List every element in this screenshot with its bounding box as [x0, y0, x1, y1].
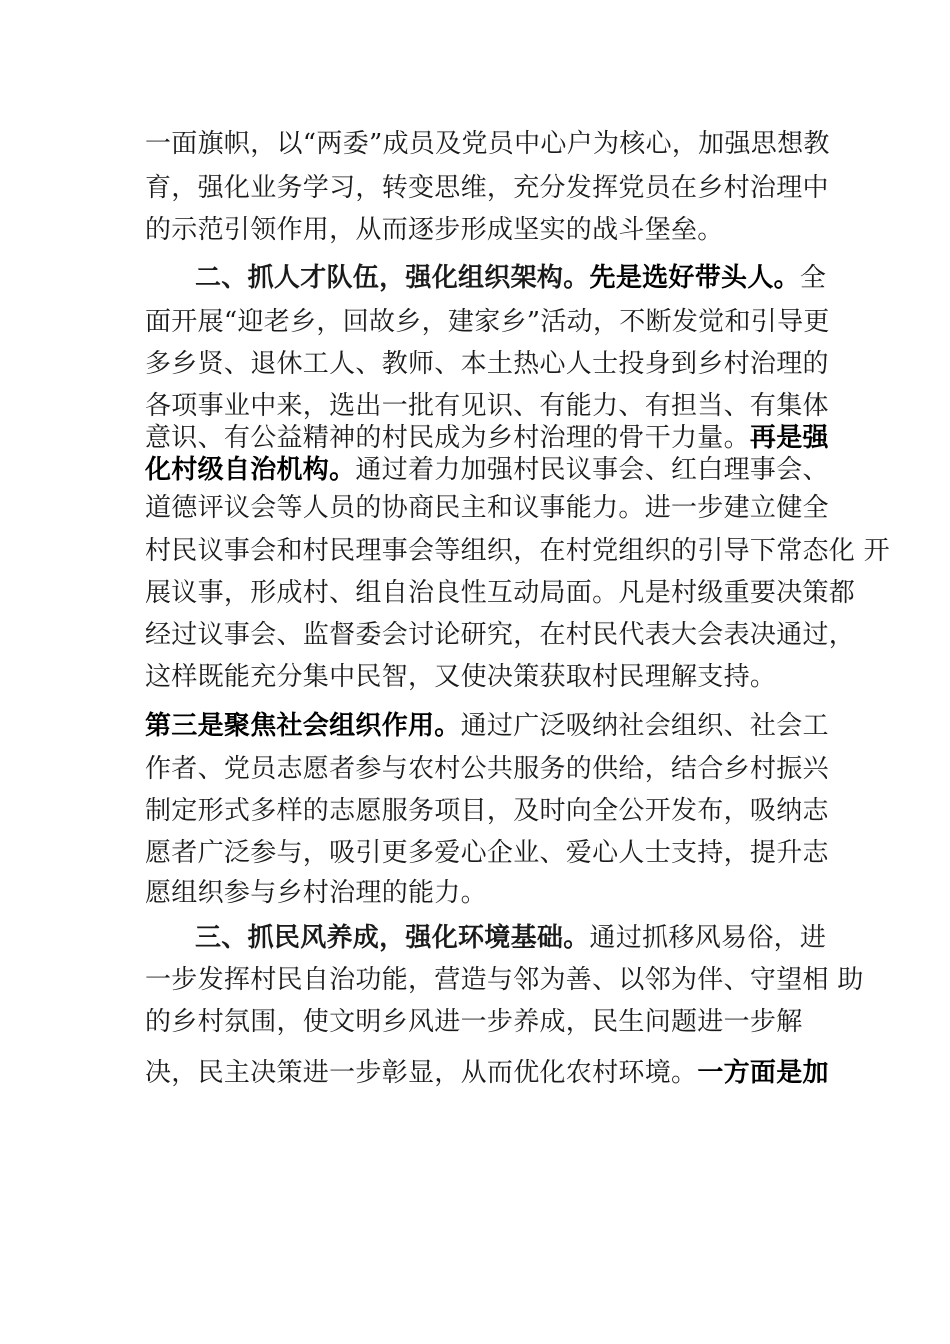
- bold-subheading-part-2: 化村级自治机构。: [145, 455, 356, 485]
- paragraph-2-line-5: [145, 422, 829, 454]
- paragraph-2-line-1-tail: 全: [799, 263, 827, 293]
- paragraph-2-line-8: 村民议事会和村民理事会等组织，在村党组织的引导下常态化 开: [145, 536, 890, 566]
- paragraph-2-line-3: 多乡贤、退休工人、教师、本土热心人士投身到乡村治理的: [145, 349, 829, 379]
- paragraph-3-line-4: 愿者广泛参与，吸引更多爱心企业、爱心人士支持，提升志: [145, 838, 829, 868]
- paragraph-4-line-3: 的乡村氛围，使文明乡风进一步养成，民生问题进一步解: [145, 1007, 803, 1037]
- paragraph-3-line-3: 制定形式多样的志愿服务项目，及时向全公开发布，吸纳志: [145, 796, 829, 826]
- paragraph-2-line-9: 展议事，形成村、组自治良性互动局面。凡是村级重要决策都: [145, 578, 856, 608]
- section-heading-2: 二、抓人才队伍，强化组织架构。: [195, 263, 590, 293]
- paragraph-4-line-1: [195, 922, 826, 954]
- paragraph-4-line-4-text: 决，民主决策进一步彰显，从而优化农村环境。: [145, 1058, 698, 1088]
- paragraph-2-line-6: [145, 454, 829, 486]
- section-heading-3: 三、抓民风养成，强化环境基础。: [195, 923, 590, 953]
- bold-subheading-lead: 先是选好带头人。: [589, 263, 800, 293]
- paragraph-1-line-2: 育，强化业务学习，转变思维，充分发挥党员在乡村治理中: [145, 173, 829, 203]
- paragraph-4-line-1-text: 通过抓移风易俗，进: [589, 923, 827, 953]
- bold-subheading-fourth: 一方面是加: [697, 1058, 829, 1088]
- paragraph-2-line-2: 面开展“迎老乡，回故乡，建家乡”活动，不断发觉和引导更: [145, 307, 830, 337]
- paragraph-1-line-3: 的示范引领作用，从而逐步形成坚实的战斗堡垒。: [145, 215, 724, 245]
- paragraph-2-line-7: 道德评议会等人员的协商民主和议事能力。进一步建立健全: [145, 493, 829, 523]
- paragraph-4-line-2: 一步发挥村民自治功能，营造与邻为善、以邻为伴、守望相 助: [145, 965, 864, 995]
- paragraph-2-line-1: [195, 262, 826, 294]
- paragraph-2-line-5-text: 意识、有公益精神的村民成为乡村治理的骨干力量。: [145, 423, 750, 453]
- bold-subheading-third: 第三是聚焦社会组织作用。: [145, 711, 461, 741]
- paragraph-2-line-6-text: 通过着力加强村民议事会、红白理事会、: [355, 455, 829, 485]
- paragraph-3-line-2: 作者、党员志愿者参与农村公共服务的供给，结合乡村振兴: [145, 754, 829, 784]
- paragraph-3-line-5: 愿组织参与乡村治理的能力。: [145, 878, 487, 908]
- paragraph-3-line-1-text: 通过广泛吸纳社会组织、社会工: [460, 711, 829, 741]
- bold-subheading-part-1: 再是强: [749, 423, 829, 453]
- paragraph-4-line-4: [145, 1057, 829, 1089]
- paragraph-3-line-1: [145, 710, 829, 742]
- paragraph-2-line-4: 各项事业中来，选出一批有见识、有能力、有担当、有集体: [145, 391, 829, 421]
- paragraph-1-line-1: 一面旗帜，以“两委”成员及党员中心户为核心，加强思想教: [145, 129, 830, 159]
- paragraph-2-line-11: 这样既能充分集中民智，又使决策获取村民理解支持。: [145, 662, 777, 692]
- paragraph-2-line-10: 经过议事会、监督委会讨论研究，在村民代表大会表决通过，: [145, 620, 856, 650]
